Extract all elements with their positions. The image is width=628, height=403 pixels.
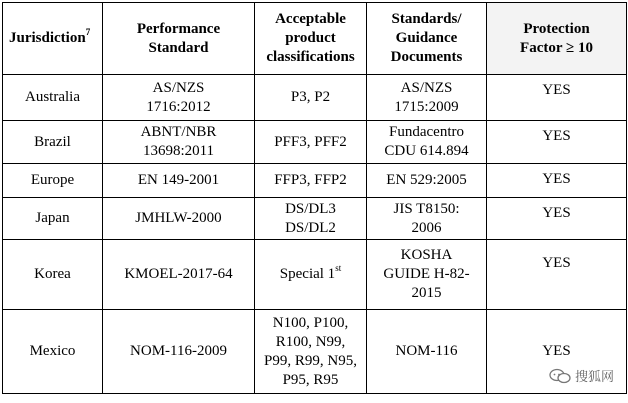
cell-guidance: Fundacentro CDU 614.894 xyxy=(367,121,487,164)
cell-jurisdiction: Japan xyxy=(3,198,103,240)
cell-classifications-text: N100, P100, R100, N99, P99, R99, N95, P95, R95 xyxy=(264,314,357,388)
header-jurisdiction xyxy=(3,3,103,75)
cell-guidance: NOM-116 xyxy=(367,310,487,394)
cell-standard: JMHLW-2000 xyxy=(103,198,255,240)
watermark xyxy=(549,366,614,385)
cell-standard: KMOEL-2017-64 xyxy=(103,240,255,310)
table-row xyxy=(3,198,627,240)
header-standards-guidance: Standards/ Guidance Documents xyxy=(367,3,487,75)
cell-protection: YES xyxy=(487,198,627,240)
cell-guidance: KOSHA GUIDE H-82- 2015 xyxy=(367,240,487,310)
cell-standard: NOM-116-2009 xyxy=(103,310,255,394)
cell-protection: YES xyxy=(487,240,627,310)
sohu-chat-bubble-icon xyxy=(549,368,571,384)
cell-protection: YES xyxy=(487,164,627,198)
header-acceptable-classifications: Acceptable product classifications xyxy=(255,3,367,75)
cell-jurisdiction: Korea xyxy=(3,240,103,310)
header-jurisdiction-text: Jurisdiction xyxy=(9,30,86,46)
cell-jurisdiction: Australia xyxy=(3,75,103,121)
table-row xyxy=(3,240,627,310)
cell-classifications-text: FFP3, FFP2 xyxy=(274,172,347,188)
cell-classifications xyxy=(255,310,367,394)
cell-standard: ABNT/NBR 13698:2011 xyxy=(103,121,255,164)
cell-protection: YES xyxy=(487,310,627,394)
cell-classifications-sup: st xyxy=(335,263,342,273)
cell-classifications-text: PFF3, PFF2 xyxy=(274,133,347,150)
cell-classifications xyxy=(255,121,367,164)
cell-classifications xyxy=(255,164,367,198)
header-jurisdiction-footnote: 7 xyxy=(85,27,91,37)
table-row xyxy=(3,121,627,164)
header-row xyxy=(3,3,627,75)
watermark-text: 搜狐网 xyxy=(574,370,614,385)
header-performance-standard: Performance Standard xyxy=(103,3,255,75)
cell-classifications xyxy=(255,240,367,310)
cell-standard: EN 149-2001 xyxy=(103,164,255,198)
cell-classifications-text: DS/DL3 DS/DL2 xyxy=(285,200,336,236)
header-protection-factor: Protection Factor ≥ 10 xyxy=(487,3,627,75)
table-row xyxy=(3,164,627,198)
cell-guidance: EN 529:2005 xyxy=(367,164,487,198)
cell-jurisdiction: Mexico xyxy=(3,310,103,394)
cell-guidance: AS/NZS 1715:2009 xyxy=(367,75,487,121)
cell-standard: AS/NZS 1716:2012 xyxy=(103,75,255,121)
cell-guidance: JIS T8150: 2006 xyxy=(367,198,487,240)
respirator-standards-table xyxy=(2,2,627,394)
table-row xyxy=(3,310,627,394)
cell-jurisdiction: Europe xyxy=(3,164,103,198)
cell-classifications xyxy=(255,198,367,240)
cell-protection: YES xyxy=(487,75,627,121)
cell-classifications-text: Special 1 xyxy=(279,266,336,282)
cell-protection: YES xyxy=(487,121,627,164)
cell-classifications-text: P3, P2 xyxy=(290,89,331,105)
table-row xyxy=(3,75,627,121)
cell-classifications xyxy=(255,75,367,121)
cell-jurisdiction: Brazil xyxy=(3,121,103,164)
